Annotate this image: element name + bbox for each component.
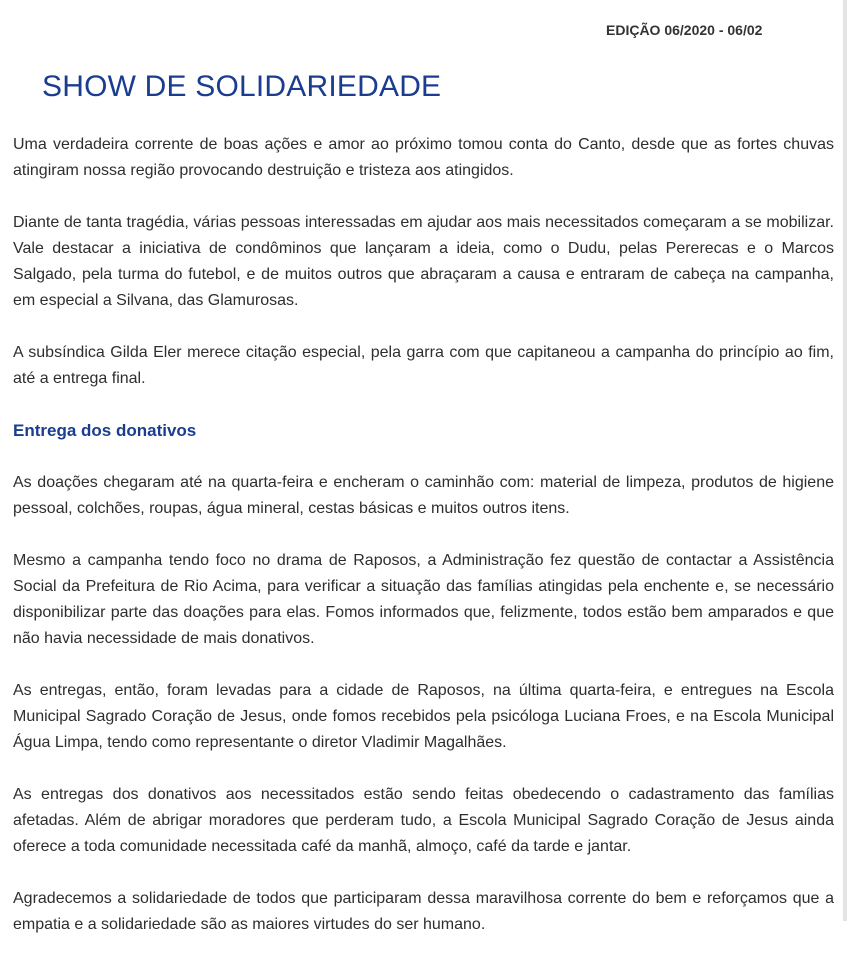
article-paragraph: As entregas dos donativos aos necessitados estão sendo feitas obedecendo o cadastramento das famílias afetadas. Além de abrigar moradores que perderam tudo, a Escola Municipal Sagrado Coração de Jesus ainda oferece a toda comunidade necessitada café da manhã, almoço, café da tarde e jantar.	[13, 786, 834, 855]
article-paragraph: As entregas, então, foram levadas para a cidade de Raposos, na última quarta-feira, e entregues na Escola Municipal Sagrado Coração de Jesus, onde fomos recebidos pela psicóloga Luciana Froes, e na Escola Municipal Água Limpa, tendo como representante o diretor Vladimir Magalhães.	[13, 682, 834, 751]
section-subheading: Entrega dos donativos	[13, 421, 197, 440]
article-body	[13, 132, 834, 964]
article-paragraph: As doações chegaram até na quarta-feira e encheram o caminhão com: material de limpeza, produtos de higiene pessoal, colchões, roupas, água mineral, cestas básicas e muitos outros itens.	[13, 474, 834, 517]
edition-label: EDIÇÃO 06/2020 - 06/02	[606, 22, 763, 38]
article-paragraph: Uma verdadeira corrente de boas ações e amor ao próximo tomou conta do Canto, desde que as fortes chuvas atingiram nossa região provocando destruição e tristeza aos atingidos.	[13, 136, 834, 179]
article-paragraph: Agradecemos a solidariedade de todos que participaram dessa maravilhosa corrente do bem e reforçamos que a empatia e a solidariedade são as maiores virtudes do ser humano.	[13, 890, 834, 933]
article-paragraph: Mesmo a campanha tendo foco no drama de Raposos, a Administração fez questão de contactar a Assistência Social da Prefeitura de Rio Acima, para verificar a situação das famílias atingidas pela enchente e, se necessário disponibilizar parte das doações para elas. Fomos informados que, felizmente, todos estão bem amparados e que não havia necessidade de mais donativos.	[13, 552, 834, 647]
article-title: SHOW DE SOLIDARIEDADE	[42, 70, 442, 103]
article-paragraph: A subsíndica Gilda Eler merece citação especial, pela garra com que capitaneou a campanha do princípio ao fim, até a entrega final.	[13, 344, 834, 387]
article-paragraph: Diante de tanta tragédia, várias pessoas interessadas em ajudar aos mais necessitados começaram a se mobilizar. Vale destacar a iniciativa de condôminos que lançaram a ideia, como o Dudu, pelas Pererecas e o Marcos Salgado, pela turma do futebol, e de muitos outros que abraçaram a causa e entraram de cabeça na campanha, em especial a Silvana, das Glamurosas.	[13, 214, 834, 309]
